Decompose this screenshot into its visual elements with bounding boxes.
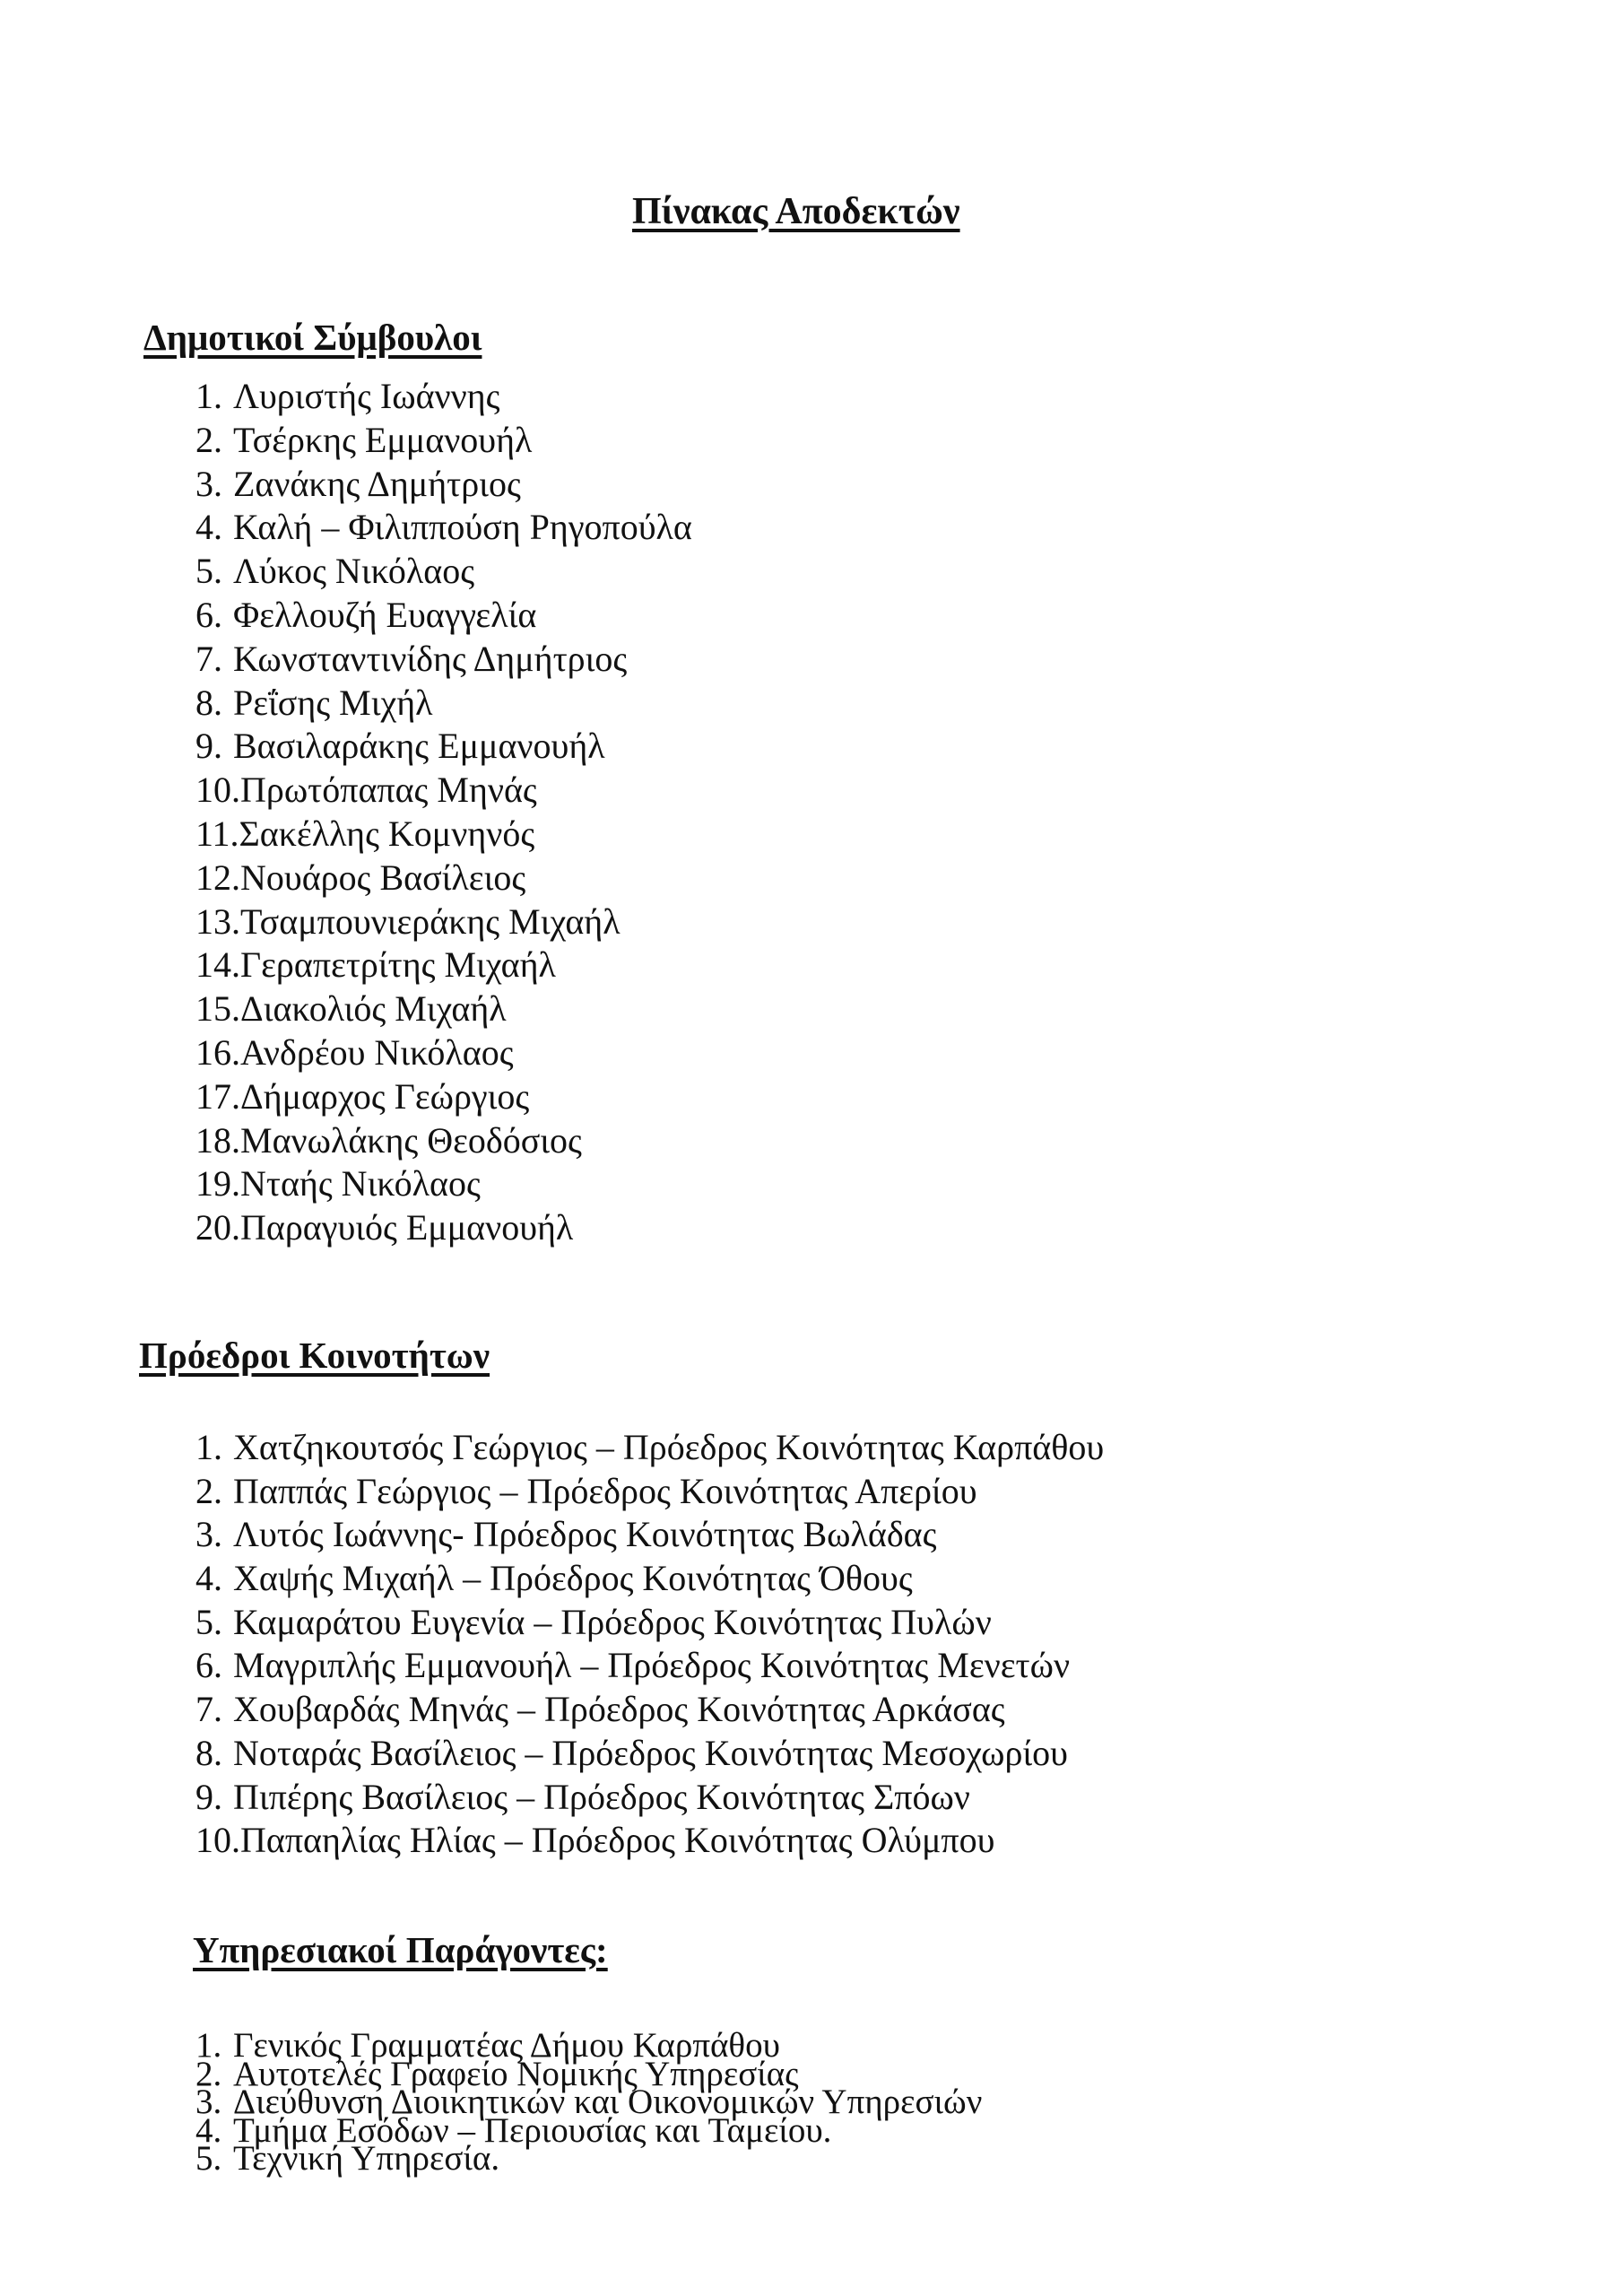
services-list bbox=[195, 2026, 983, 2178]
item-number: 3. bbox=[195, 463, 222, 504]
item-number: 4. bbox=[195, 507, 222, 548]
item-number: 11. bbox=[195, 813, 239, 854]
item-text: Διεύθυνση Διοικητικών και Οικονομικών Υπηρεσιών bbox=[233, 2083, 983, 2121]
item-text: Καμαράτου Ευγενία – Πρόεδρος Κοινότητας Πυλών bbox=[233, 1601, 992, 1642]
item-number: 1. bbox=[195, 376, 222, 416]
item-number: 2. bbox=[195, 1470, 222, 1511]
item-text: Μαγριπλής Εμμανουήλ – Πρόεδρος Κοινότητας Μενετών bbox=[233, 1645, 1071, 1686]
list-item bbox=[195, 1075, 692, 1119]
item-text: Τεχνική Υπηρεσία. bbox=[233, 2139, 500, 2178]
list-item bbox=[195, 682, 692, 726]
item-text: Ανδρέου Νικόλαος bbox=[240, 1031, 514, 1073]
item-number: 17. bbox=[195, 1075, 240, 1117]
item-text: Χουβαρδάς Μηνάς – Πρόεδρος Κοινότητας Αρκάσας bbox=[233, 1689, 1005, 1730]
list-item bbox=[195, 419, 692, 463]
section-heading-presidents: Πρόεδροι Κοινοτήτων bbox=[139, 1335, 490, 1376]
item-text: Λυτός Ιωάννης- Πρόεδρος Κοινότητας Βωλάδας bbox=[233, 1514, 937, 1555]
item-text: Χατζηκουτσός Γεώργιος – Πρόεδρος Κοινότητας Καρπάθου bbox=[233, 1427, 1105, 1467]
item-number: 5. bbox=[195, 2139, 222, 2178]
list-item bbox=[195, 1031, 692, 1075]
list-item bbox=[195, 2139, 982, 2178]
page-title: Πίνακας Αποδεκτών bbox=[632, 191, 960, 232]
list-item bbox=[195, 1557, 1104, 1601]
item-text: Καλή – Φιλιππούση Ρηγοπούλα bbox=[233, 507, 692, 548]
item-text: Μανωλάκης Θεοδόσιος bbox=[240, 1119, 582, 1161]
item-text: Νουάρος Βασίλειος bbox=[240, 857, 526, 898]
list-item bbox=[195, 375, 692, 419]
list-item bbox=[195, 1119, 692, 1163]
item-text: Νταής Νικόλαος bbox=[240, 1163, 481, 1205]
item-number: 9. bbox=[195, 1776, 222, 1817]
list-item bbox=[195, 1601, 1104, 1645]
item-number: 6. bbox=[195, 594, 222, 635]
item-number: 1. bbox=[195, 1427, 222, 1467]
item-text: Πιπέρης Βασίλειος – Πρόεδρος Κοινότητας Σπόων bbox=[233, 1776, 970, 1817]
list-item bbox=[195, 1732, 1104, 1776]
list-item bbox=[195, 1206, 692, 1250]
council-list bbox=[195, 375, 692, 1250]
item-number: 9. bbox=[195, 726, 222, 767]
item-text: Διακολιός Μιχαήλ bbox=[240, 988, 507, 1030]
item-number: 8. bbox=[195, 1732, 222, 1773]
item-text: Παππάς Γεώργιος – Πρόεδρος Κοινότητας Απερίου bbox=[233, 1470, 977, 1511]
item-number: 10. bbox=[195, 770, 240, 811]
list-item bbox=[195, 987, 692, 1031]
list-item bbox=[195, 1644, 1104, 1688]
section-heading-council: Δημοτικοί Σύμβουλοι bbox=[143, 317, 482, 358]
item-number: 15. bbox=[195, 988, 240, 1030]
list-item bbox=[195, 638, 692, 682]
list-item bbox=[195, 725, 692, 769]
item-number: 5. bbox=[195, 1601, 222, 1642]
item-text: Πρωτόπαπας Μηνάς bbox=[240, 770, 537, 811]
item-number: 1. bbox=[195, 2026, 222, 2065]
item-number: 2. bbox=[195, 419, 222, 460]
item-text: Δήμαρχος Γεώργιος bbox=[240, 1075, 530, 1117]
list-item bbox=[195, 1688, 1104, 1732]
item-number: 3. bbox=[195, 1514, 222, 1555]
item-text: Λυριστής Ιωάννης bbox=[233, 376, 500, 416]
item-text: Τσαμπουνιεράκης Μιχαήλ bbox=[240, 900, 621, 942]
list-item bbox=[195, 1819, 1104, 1863]
item-number: 4. bbox=[195, 1558, 222, 1599]
item-text: Χαψής Μιχαήλ – Πρόεδρος Κοινότητας Όθους bbox=[233, 1558, 913, 1599]
item-number: 2. bbox=[195, 2054, 222, 2093]
item-text: Τσέρκης Εμμανουήλ bbox=[233, 419, 533, 460]
item-number: 16. bbox=[195, 1031, 240, 1073]
list-item bbox=[195, 1162, 692, 1206]
item-number: 7. bbox=[195, 1689, 222, 1730]
item-number: 20. bbox=[195, 1207, 240, 1248]
item-text: Φελλουζή Ευαγγελία bbox=[233, 594, 537, 635]
item-number: 14. bbox=[195, 944, 240, 986]
item-number: 4. bbox=[195, 2110, 222, 2150]
item-number: 6. bbox=[195, 1645, 222, 1686]
item-text: Βασιλαράκης Εμμανουήλ bbox=[233, 726, 605, 767]
item-number: 19. bbox=[195, 1163, 240, 1205]
item-text: Λύκος Νικόλαος bbox=[233, 551, 475, 592]
list-item bbox=[195, 1426, 1104, 1470]
item-number: 3. bbox=[195, 2083, 222, 2121]
item-text: Σακέλλης Κομνηνός bbox=[239, 813, 535, 854]
section-heading-services: Υπηρεσιακοί Παράγοντες: bbox=[193, 1929, 608, 1970]
list-item bbox=[195, 1776, 1104, 1820]
presidents-list bbox=[195, 1426, 1104, 1863]
item-text: Ρεΐσης Μιχήλ bbox=[233, 682, 433, 723]
item-text: Παπαηλίας Ηλίας – Πρόεδρος Κοινότητας Ολύμπου bbox=[240, 1820, 995, 1861]
item-number: 10. bbox=[195, 1820, 240, 1861]
item-text: Ζανάκης Δημήτριος bbox=[233, 463, 521, 504]
list-item bbox=[195, 813, 692, 857]
list-item bbox=[195, 550, 692, 594]
list-item bbox=[195, 1470, 1104, 1514]
item-text: Αυτοτελές Γραφείο Νομικής Υπηρεσίας bbox=[233, 2054, 799, 2093]
item-number: 12. bbox=[195, 857, 240, 898]
list-item bbox=[195, 463, 692, 507]
list-item bbox=[195, 900, 692, 944]
item-text: Κωνσταντινίδης Δημήτριος bbox=[233, 638, 628, 679]
list-item bbox=[195, 506, 692, 550]
item-number: 13. bbox=[195, 900, 240, 942]
item-text: Τμήμα Εσόδων – Περιουσίας και Ταμείου. bbox=[233, 2110, 832, 2150]
item-text: Νοταράς Βασίλειος – Πρόεδρος Κοινότητας Μεσοχωρίου bbox=[233, 1732, 1068, 1773]
list-item bbox=[195, 1513, 1104, 1557]
item-number: 7. bbox=[195, 638, 222, 679]
list-item bbox=[195, 594, 692, 638]
item-number: 5. bbox=[195, 551, 222, 592]
item-text: Γεραπετρίτης Μιχαήλ bbox=[240, 944, 556, 986]
item-number: 8. bbox=[195, 682, 222, 723]
list-item bbox=[195, 857, 692, 900]
item-number: 18. bbox=[195, 1119, 240, 1161]
item-text: Γενικός Γραμματέας Δήμου Καρπάθου bbox=[233, 2026, 780, 2065]
list-item bbox=[195, 944, 692, 987]
item-text: Παραγυιός Εμμανουήλ bbox=[240, 1207, 574, 1248]
list-item bbox=[195, 769, 692, 813]
